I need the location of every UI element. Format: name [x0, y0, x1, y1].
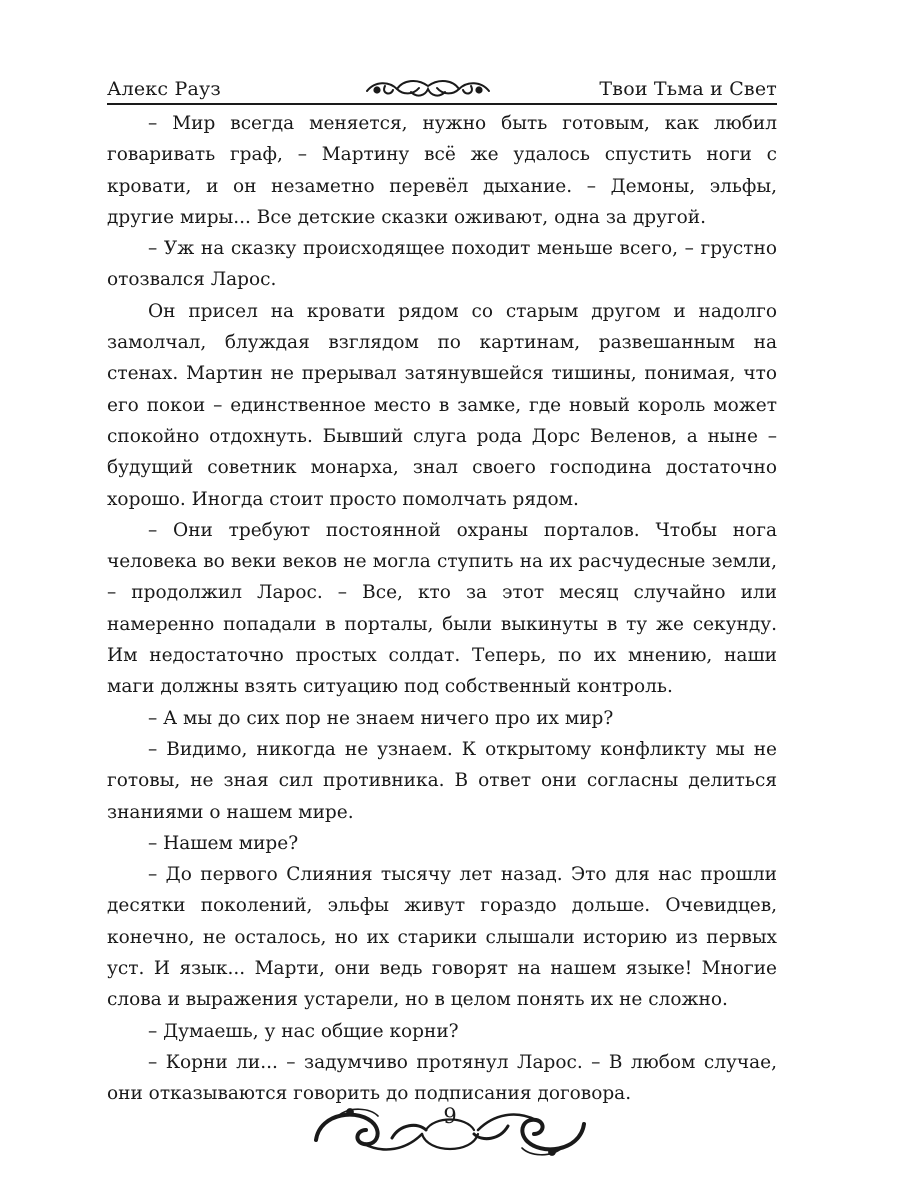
- header-ornament-icon: [363, 74, 493, 102]
- paragraph: – Видимо, никогда не узнаем. К открытому конфликту мы не готовы, не зная сил противника. В ответ они согласны делиться знаниями о нашем мире.: [107, 738, 777, 823]
- paragraph: – Думаешь, у нас общие корни?: [148, 1020, 459, 1042]
- paragraph: – Они требуют постоянной охраны порталов. Чтобы нога человека во веки веков не могла ступить на их расчудесные земли, – продолжил Ларос. – Все, кто за этот месяц случайно или намеренно попадали в порталы, были выкинуты в ту же секунду. Им недостаточно простых солдат. Теперь, по их мнению, наши маги должны взять ситуацию под собственный контроль.: [107, 519, 777, 698]
- paragraph: – До первого Слияния тысячу лет назад. Это для нас прошли десятки поколений, эльфы живут гораздо дольше. Очевидцев, конечно, не осталось, но их старики слышали историю из первых уст. И язык... Марти, они ведь говорят на нашем языке! Многие слова и выражения устарели, но в целом понять их не сложно.: [107, 864, 777, 1011]
- page-footer: [310, 1094, 590, 1170]
- paragraph: – Нашем мире?: [148, 832, 299, 854]
- header-rule: [107, 103, 777, 105]
- paragraph: – Корни ли... – задумчиво протянул Ларос. – В любом случае, они отказываются говорить до подписания договора.: [107, 1051, 777, 1105]
- page-number: 9: [443, 1104, 457, 1128]
- header-author: Алекс Рауз: [107, 78, 221, 100]
- paragraph: Он присел на кровати рядом со старым другом и надолго замолчал, блуждая взглядом по картинам, развешанным на стенах. Мартин не прерывал затянувшейся тишины, понимая, что его покои – единственное место в замке, где новый король может спокойно отдохнуть. Бывший слуга рода Дорс Веленов, а ныне – будущий советник монарха, знал своего господина достаточно хорошо. Иногда стоит просто помолчать рядом.: [107, 300, 777, 510]
- header-book-title: Твои Тьма и Свет: [599, 78, 777, 100]
- running-header: [107, 76, 777, 104]
- paragraph: – Мир всегда меняется, нужно быть готовым, как любил говаривать граф, – Мартину всё же удалось спустить ноги с кровати, и он незаметно перевёл дыхание. – Демоны, эльфы, другие миры... Все детские сказки оживают, одна за другой.: [107, 113, 777, 228]
- body-text: [107, 108, 777, 1110]
- paragraph: – А мы до сих пор не знаем ничего про их мир?: [148, 707, 614, 729]
- paragraph: – Уж на сказку происходящее походит меньше всего, – грустно отозвался Ларос.: [107, 238, 777, 291]
